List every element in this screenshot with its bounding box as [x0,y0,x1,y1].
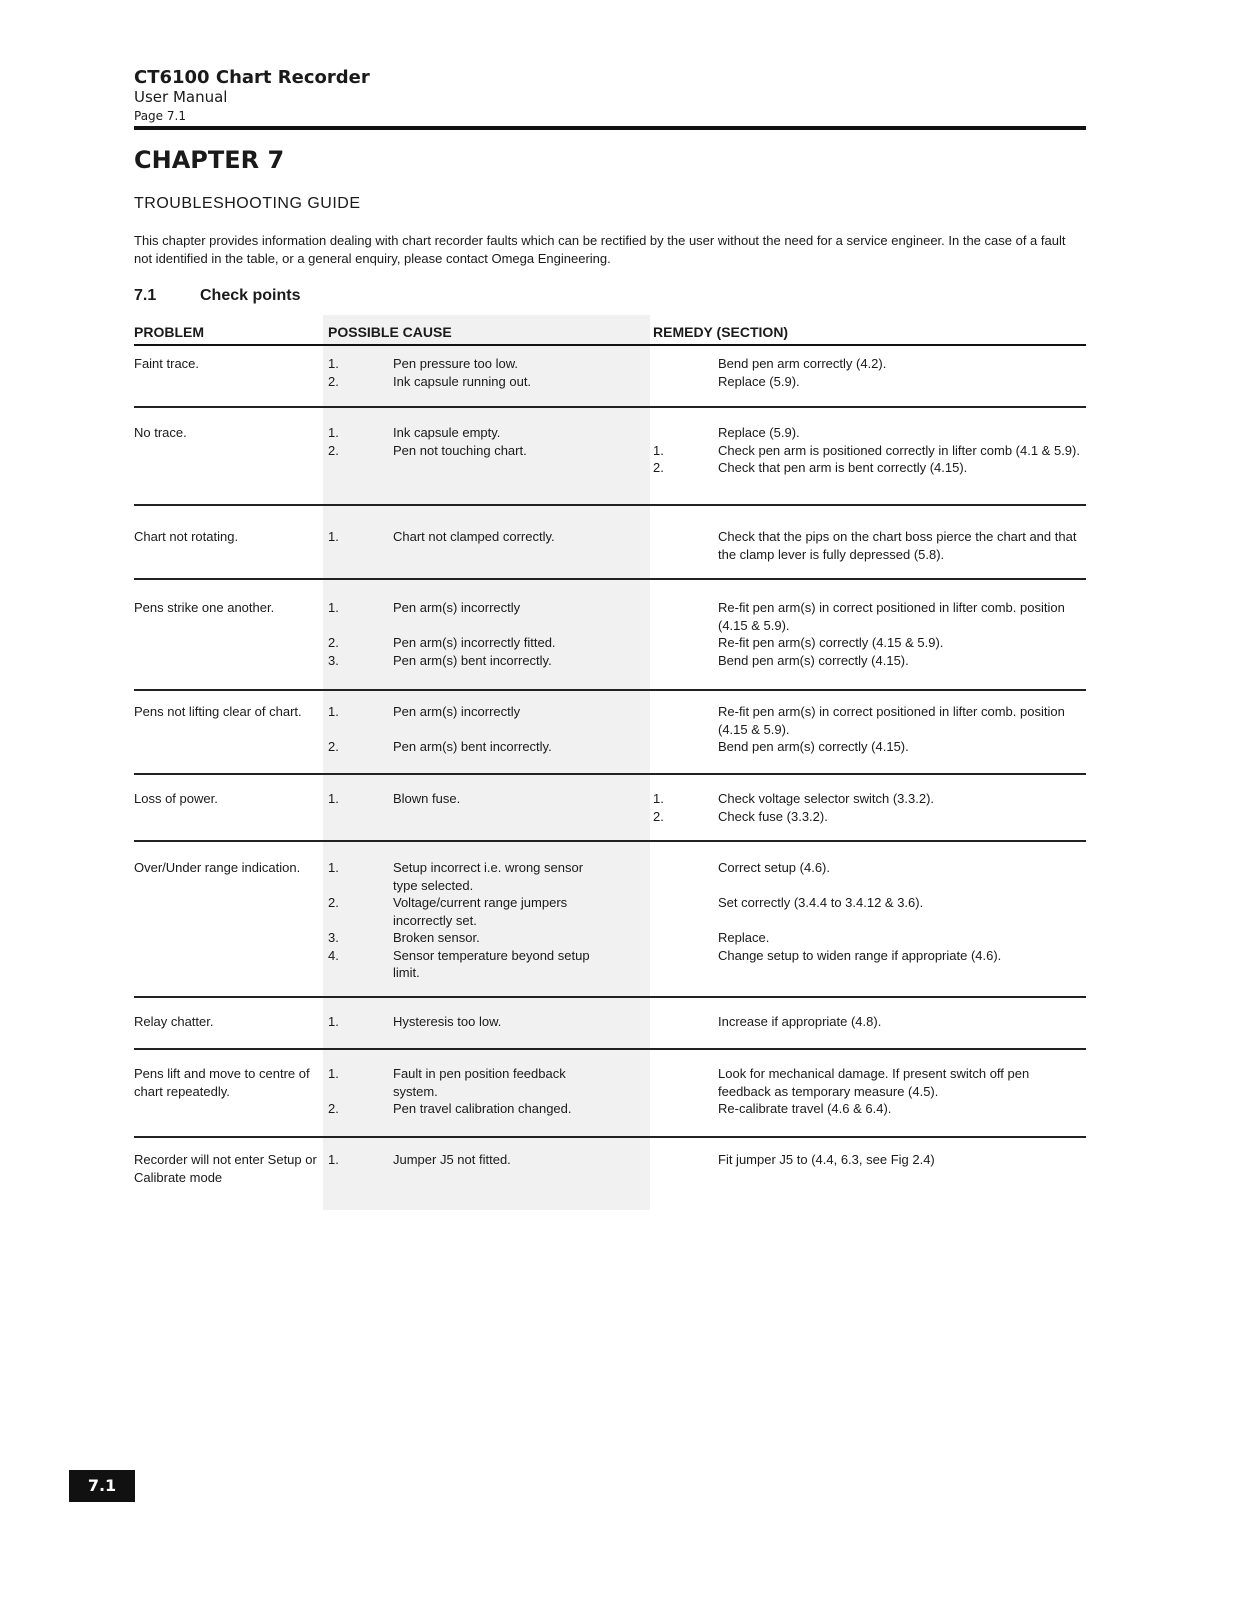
cause-cell [328,790,590,808]
problem-cell: Chart not rotating. [134,529,239,544]
cause-item [328,528,590,546]
remedy-item-text: Check that the pips on the chart boss pierce the chart and that the clamp lever is fully depressed (5.8). [718,529,1077,562]
cause-item-number: 3. [328,652,339,668]
cause-cell [328,1065,590,1118]
cause-item-text: Ink capsule empty. [393,425,501,440]
remedy-item [653,894,1083,912]
cause-item-text [393,618,397,633]
cause-item-text: Fault in pen position feedback system. [393,1066,566,1099]
cause-item-number: 2. [328,373,339,389]
cause-item-text: Pen arm(s) incorrectly fitted. [393,635,556,650]
remedy-cell [653,1065,1083,1118]
column-header-remedy: REMEDY (SECTION) [653,324,789,340]
row-divider [134,689,1086,691]
remedy-item-text: Replace (5.9). [718,373,800,389]
remedy-item [653,459,1083,477]
cause-item-number: 3. [328,930,339,945]
cause-item-number: 4. [328,947,339,963]
cause-item [328,424,590,442]
row-divider [134,773,1086,775]
cause-item-number: 1. [328,600,339,615]
remedy-item-text: Check voltage selector switch (3.3.2). [718,791,935,806]
cause-item [328,1013,590,1031]
remedy-item [653,1013,1083,1031]
remedy-item-text: Check pen arm is positioned correctly in lifter comb (4.1 & 5.9). [718,442,1080,458]
problem-cell: Over/Under range indication. [134,860,301,875]
cause-item-text: Jumper J5 not fitted. [393,1152,511,1167]
cause-item [328,790,590,808]
cause-item-text: Pen pressure too low. [393,356,519,371]
row-divider [134,406,1086,408]
section-title: Check points [200,287,301,304]
cause-cell [328,1151,590,1169]
remedy-item-text: Increase if appropriate (4.8). [718,1014,882,1029]
remedy-item-text: Correct setup (4.6). [718,860,830,875]
remedy-item [653,373,1083,391]
cause-item [328,652,590,670]
cause-item-text: Chart not clamped correctly. [393,529,555,544]
cause-cell [328,1013,590,1031]
remedy-item-text: Replace (5.9). [718,425,800,440]
remedy-cell [653,355,1083,390]
cause-item [328,929,590,947]
remedy-item-text: Re-fit pen arm(s) in correct positioned in lifter comb. position (4.15 & 5.9). [718,600,1065,633]
cause-item [328,721,590,739]
row-divider [134,840,1086,842]
section-number: 7.1 [134,287,157,304]
remedy-item-text [718,913,722,928]
cause-item-text: Pen arm(s) bent incorrectly. [393,652,552,668]
cause-item [328,947,590,982]
row-divider [134,504,1086,506]
cause-item-text: Pen travel calibration changed. [393,1101,572,1116]
problem-cell: Pens not lifting clear of chart. [134,704,302,719]
cause-item [328,738,590,756]
cause-item-number: 1. [328,1066,339,1081]
remedy-item [653,424,1083,442]
page-number-badge: 7.1 [69,1470,135,1502]
remedy-item [653,599,1083,634]
remedy-item [653,859,1083,877]
cause-item-number: 1. [328,791,339,806]
problem-cell: Loss of power. [134,791,218,806]
column-header-problem: PROBLEM [134,324,204,340]
remedy-item-text: Re-calibrate travel (4.6 & 6.4). [718,1101,892,1116]
remedy-item-number: 2. [653,808,664,824]
remedy-item [653,652,1083,670]
row-divider [134,1136,1086,1138]
cause-item-text: Broken sensor. [393,930,480,945]
cause-cell [328,599,590,669]
remedy-cell [653,790,1083,825]
section-heading [134,287,300,305]
cause-item [328,1151,590,1169]
document-title: CT6100 Chart Recorder [134,67,370,88]
remedy-item-text: Re-fit pen arm(s) in correct positioned in lifter comb. position (4.15 & 5.9). [718,704,1065,737]
remedy-item [653,528,1083,563]
cause-cell [328,703,590,756]
cause-item-text: Pen not touching chart. [393,442,527,458]
cause-item [328,373,590,391]
remedy-item-number: 1. [653,442,664,458]
cause-item-text: Ink capsule running out. [393,373,532,389]
remedy-item-text: Check that pen arm is bent correctly (4.15). [718,460,968,475]
cause-item-text: Setup incorrect i.e. wrong sensor type selected. [393,860,584,893]
cause-item-text: Blown fuse. [393,791,461,806]
remedy-item [653,703,1083,738]
remedy-item-text: Re-fit pen arm(s) correctly (4.15 & 5.9). [718,635,944,650]
cause-item-number: 2. [328,739,339,754]
cause-item-number: 2. [328,1101,339,1116]
cause-item-number: 1. [328,1014,339,1029]
cause-item [328,599,590,617]
cause-item [328,894,590,929]
remedy-item [653,1065,1083,1100]
cause-item [328,617,590,635]
remedy-cell [653,1151,1083,1169]
cause-item-text: Hysteresis too low. [393,1014,502,1029]
remedy-item-text [718,878,722,893]
remedy-cell [653,599,1083,669]
remedy-item-text: Bend pen arm correctly (4.2). [718,356,887,371]
remedy-item-number: 1. [653,791,664,806]
cause-item-number: 2. [328,635,339,650]
remedy-item-text: Fit jumper J5 to (4.4, 6.3, see Fig 2.4) [718,1152,935,1167]
row-divider [134,578,1086,580]
remedy-item [653,634,1083,652]
remedy-item [653,355,1083,373]
chapter-title: CHAPTER 7 [134,146,285,174]
intro-paragraph: This chapter provides information dealing with chart recorder faults which can be rectified by the user without the need for a service engineer. In the case of a fault not identified in the table, or a general enquiry, please contact Omega Engineering. [134,233,1066,266]
remedy-cell [653,859,1083,964]
cause-cell [328,355,590,390]
cause-item-text: Pen arm(s) incorrectly [393,704,521,719]
header-divider [134,126,1086,130]
remedy-cell [653,528,1083,563]
remedy-item [653,929,1083,947]
page-label: Page 7.1 [134,109,186,123]
remedy-item [653,442,1083,460]
document-subtitle: User Manual [134,88,228,106]
problem-cell: No trace. [134,425,187,440]
cause-item-text: Pen arm(s) bent incorrectly. [393,739,552,754]
chapter-subheading: TROUBLESHOOTING GUIDE [134,195,361,212]
cause-item-number: 1. [328,704,339,719]
cause-item-number: 2. [328,442,339,458]
remedy-item [653,808,1083,826]
cause-item-number: 1. [328,860,339,875]
remedy-item-number: 2. [653,460,664,475]
cause-cell [328,528,590,546]
problem-cell: Pens lift and move to centre of chart repeatedly. [134,1066,310,1099]
problem-cell: Relay chatter. [134,1014,214,1029]
cause-item-text: Pen arm(s) incorrectly [393,600,521,615]
cause-item-text: Voltage/current range jumpers incorrectly set. [393,895,568,928]
remedy-item-text: Check fuse (3.3.2). [718,808,828,824]
cause-item-number: 1. [328,1152,339,1167]
cause-item [328,442,590,460]
problem-cell: Faint trace. [134,356,200,371]
cause-item [328,634,590,652]
remedy-item [653,790,1083,808]
remedy-cell [653,703,1083,756]
cause-item [328,1065,590,1100]
remedy-item [653,1151,1083,1169]
cause-item [328,859,590,894]
document-header [134,68,370,125]
row-divider [134,996,1086,998]
remedy-item-text: Look for mechanical damage. If present switch off pen feedback as temporary measure (4.5). [718,1066,1030,1099]
problem-cell: Pens strike one another. [134,600,275,615]
remedy-item [653,947,1083,965]
remedy-item [653,912,1083,930]
remedy-item [653,1100,1083,1118]
cause-item-text: Sensor temperature beyond setup limit. [393,947,590,980]
cause-cell [328,859,590,982]
problem-cell: Recorder will not enter Setup or Calibrate mode [134,1152,317,1185]
remedy-item [653,738,1083,756]
cause-item-number: 2. [328,895,339,910]
cause-item [328,703,590,721]
cause-item [328,1100,590,1118]
cause-item-number: 1. [328,356,339,371]
remedy-item-text: Replace. [718,930,770,945]
cause-item [328,355,590,373]
remedy-item-text: Bend pen arm(s) correctly (4.15). [718,739,909,754]
remedy-item-text: Change setup to widen range if appropriate (4.6). [718,947,1002,963]
remedy-item [653,877,1083,895]
row-divider [134,1048,1086,1050]
column-header-cause: POSSIBLE CAUSE [328,324,452,340]
remedy-item-text: Bend pen arm(s) correctly (4.15). [718,652,909,668]
cause-item-number: 1. [328,529,339,544]
remedy-item-text: Set correctly (3.4.4 to 3.4.12 & 3.6). [718,895,924,910]
remedy-cell [653,1013,1083,1031]
cause-item-number: 1. [328,425,339,440]
remedy-cell [653,424,1083,477]
table-header-divider [134,344,1086,346]
cause-cell [328,424,590,459]
cause-item-text [393,722,397,737]
